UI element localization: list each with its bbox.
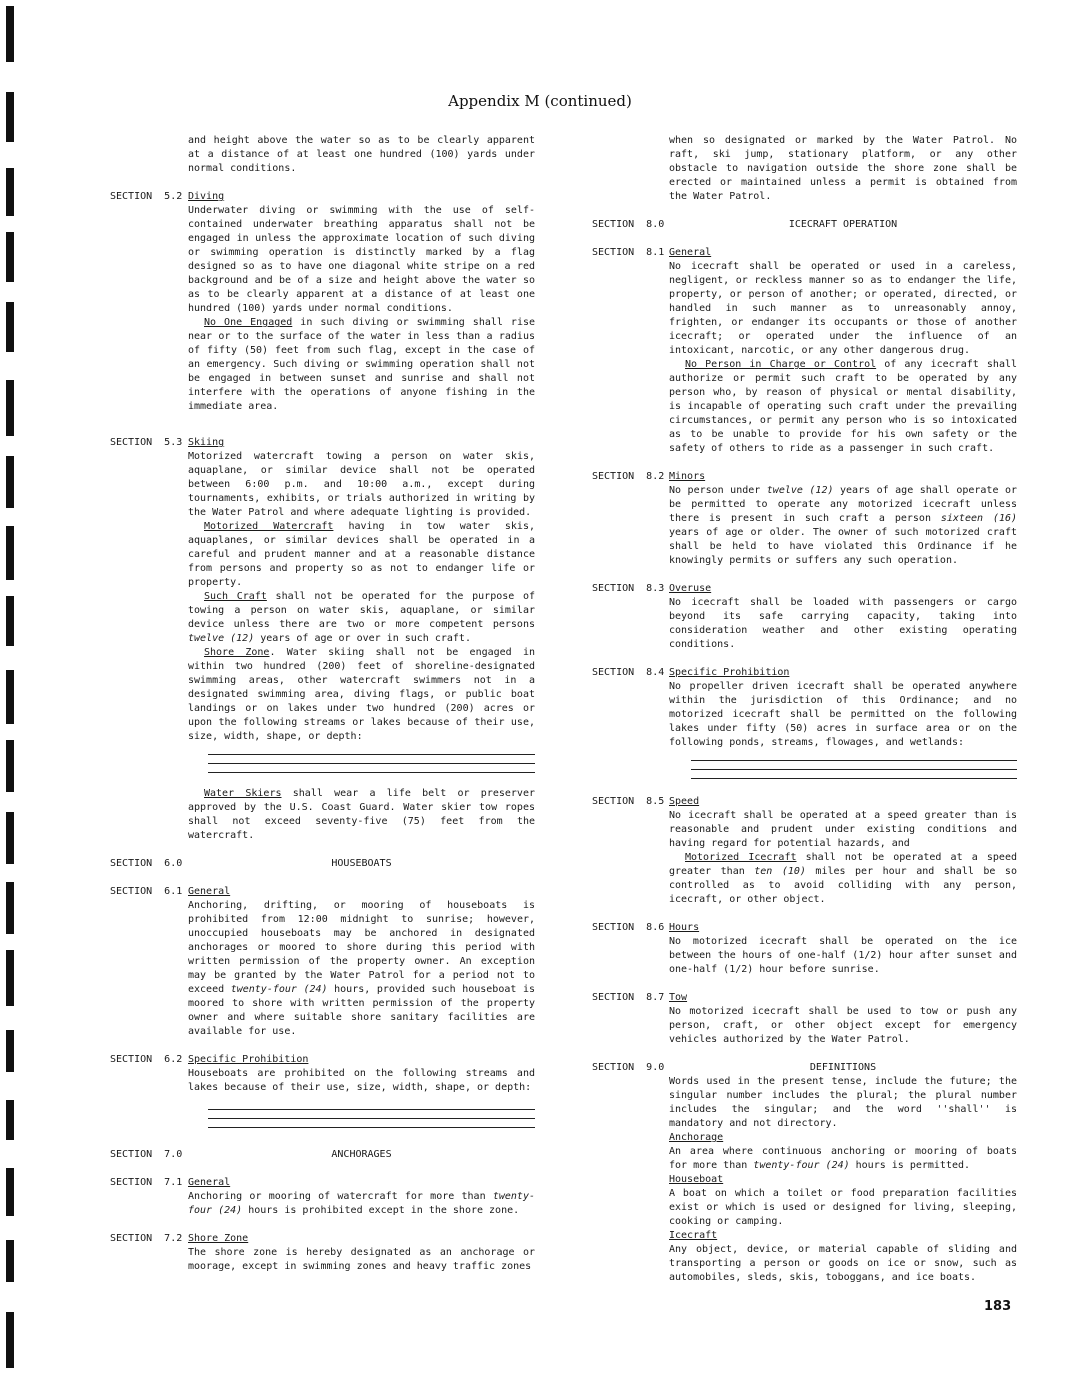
paragraph-text: Anchoring, drifting, or mooring of houseboats is prohibited from 12:00 midnight to sunrise; however, unoccupied houseboats may be anchored in designated anchorages or moored to shore during this period with written permission of the property owner. An exception may be granted by the Water Patrol for a period not to exceed [188,900,535,995]
paragraph: No icecraft shall be loaded with passengers or cargo beyond its safe carrying capacity, taking into consideration weather and other existing operating conditions. [669,597,1017,650]
definition-term: Houseboat [669,1174,724,1185]
section-8-7 [592,991,1017,1047]
paragraph-text: years of age or older. The owner of such motorized craft shall be held to have violated this Ordinance if he knowingly permits or suffers any such operation. [669,527,1017,566]
page-title: Appendix M (continued) [448,92,632,110]
section-title: HOUSEBOATS [331,858,392,869]
paragraph-text: hours, provided such houseboat is moored to shore with written permission of the property owner and where suitable shore sanitary facilities are available for use. [188,984,535,1037]
definition-term: Anchorage [669,1132,724,1143]
paragraph-text: . Water skiing shall not be engaged in within two hundred (200) feet of shoreline-designated swimming areas, other watercraft swimmers not in a designated swimming area, diving flags, or public boat landings or on lakes under two hundred (200) acres or upon the following streams or lakes because of their use, size, width, shape, or depth: [188,647,535,742]
italic-term: twenty-four (24) [230,984,328,995]
blank-line [208,1112,535,1119]
section-heading: General [188,1177,231,1188]
blank-line [208,1103,535,1110]
underlined-term: Such Craft [204,591,267,602]
section-label: SECTION 8.3 [592,583,665,594]
section-label: SECTION 8.0 [592,219,665,230]
section-6-2 [110,1053,535,1136]
section-label: SECTION 8.2 [592,471,665,482]
paragraph: Underwater diving or swimming with the use of self-contained underwater breathing apparatus shall not be engaged in unless the approximate location of such diving or swimming operation is distinctly marked by a flag designed so as to have one diagonal white stripe on a red background and be of a size and height above the water so as to be clearly apparent at a distance of at least one hundred (100) yards under normal conditions. [188,205,535,314]
paragraph-text: shall not be operated for the purpose of towing a person on water skis, aquaplane, or similar device unless there are two or more competent persons [188,591,535,630]
section-heading: Skiing [188,437,225,448]
section-7-0 [110,1148,535,1162]
italic-term: twelve (12) [766,485,834,496]
paragraph-text: having in tow water skis, aquaplanes, or similar devices shall be operated in a careful and prudent manner and at a reasonable distance from persons and property so as not to endanger life or property. [188,521,535,588]
paragraph-text: years of age or over in such craft. [254,633,471,644]
binding-bar [6,380,14,436]
binding-bar [6,302,14,352]
section-title: ANCHORAGES [331,1149,392,1160]
fill-in-lines [691,750,1017,787]
italic-term: ten (10) [754,866,806,877]
right-column [592,134,1017,1285]
binding-bar [6,1030,14,1072]
definition-text [669,1145,1017,1173]
binding-bar [6,1312,14,1368]
paragraph-text: An area where continuous anchoring or mooring of boats for more than [669,1146,1017,1171]
paragraph: The shore zone is hereby designated as an anchorage or moorage, except in swimming zones and heavy traffic zones [188,1247,535,1272]
binding-bar [6,812,14,864]
binding-bar [6,526,14,580]
section-heading: Specific Prohibition [188,1054,309,1065]
section-label: SECTION 5.3 [110,437,183,448]
paragraph-text: No person under [669,485,767,496]
section-heading: Specific Prohibition [669,667,790,678]
binding-bar [6,1100,14,1140]
binding-bar [6,1168,14,1216]
section-7-2 [110,1232,535,1274]
section-heading: Overuse [669,583,712,594]
blank-line [208,748,535,755]
section-heading: Shore Zone [188,1233,249,1244]
left-column [110,134,535,1274]
section-label: SECTION 6.2 [110,1054,183,1065]
definition-text: A boat on which a toilet or food preparation facilities exist or which is used or designed for living, sleeping, cooking or camping. [669,1188,1017,1227]
intro-paragraph [110,134,535,176]
section-label: SECTION 7.0 [110,1149,183,1160]
section-heading: Hours [669,922,700,933]
fill-in-lines [208,1095,535,1136]
paragraph-text: shall wear a life belt or preserver approved by the U.S. Coast Guard. Water skier tow ropes shall not exceed seventy-five (75) feet from the watercraft. [188,788,535,841]
underlined-term: No One Engaged [204,317,293,328]
page-number: 183 [984,1299,1012,1314]
section-heading: General [669,247,712,258]
paragraph: No icecraft shall be operated or used in a careless, negligent, or reckless manner so as to endanger the life, property, or person of another; or operated, directed, or handled in such manner as to unreasonably annoy, frighten, or endanger its occupants or those of another icecraft; or operated under the influence of an intoxicant, narcotic, or any other dangerous drug. [669,261,1017,356]
paragraph: No icecraft shall be operated at a speed greater than is reasonable and prudent under existing conditions and having regard for potential hazards, and [669,810,1017,849]
section-label: SECTION 9.0 [592,1062,665,1073]
paragraph-text: hours is prohibited except in the shore zone. [242,1205,520,1216]
paragraph [669,484,1017,568]
binding-bar [6,950,14,1006]
section-8-2 [592,470,1017,568]
binding-bar [6,6,14,62]
section-label: SECTION 5.2 [110,191,183,202]
section-label: SECTION 7.1 [110,1177,183,1188]
binding-bar [6,882,14,934]
section-heading: Tow [669,992,688,1003]
blank-line [691,763,1017,770]
binding-bar [6,168,14,216]
section-title: ICECRAFT OPERATION [788,219,898,230]
paragraph-text: hours is permitted. [849,1160,971,1171]
section-label: SECTION 8.4 [592,667,665,678]
paragraph: No motorized icecraft shall be operated on the ice between the hours of one-half (1/2) hour after sunset and one-half (1/2) hour before sunrise. [669,936,1017,975]
definition-term: Icecraft [669,1230,718,1241]
italic-term: twenty-four (24) [753,1160,850,1171]
binding-bar [6,1240,14,1282]
underlined-term: No Person in Charge or Control [685,359,877,370]
underlined-term: Shore Zone [204,647,270,658]
section-title: DEFINITIONS [809,1062,877,1073]
binding-bar [6,740,14,792]
paragraph-text: shall not be operated at a speed greater than [669,852,1017,877]
paragraph [188,787,535,843]
paragraph [188,590,535,646]
italic-term: sixteen (16) [940,513,1018,524]
paragraph [188,899,535,1039]
section-5-3 [110,436,535,843]
underlined-term: Motorized Watercraft [204,521,334,532]
section-9-0 [592,1061,1017,1285]
blank-line [691,772,1017,779]
paragraph-text: miles per hour and shall be so controlled as to avoid colliding with any person, icecraft, or other object. [669,866,1017,905]
blank-line [208,766,535,773]
binding-bar [6,596,14,646]
intro-text: when so designated or marked by the Water Patrol. No raft, ski jump, stationary platform, or any other obstacle to navigation outside the shore zone shall be erected or maintained unless a permit is obtained from the Water Patrol. [669,135,1017,202]
binding-bar [6,670,14,724]
section-label: SECTION 6.1 [110,886,183,897]
paragraph [188,520,535,590]
paragraph: Words used in the present tense, include the future; the singular number includes the plural; the plural number includes the singular; and the word ''shall'' is mandatory and not directory. [669,1076,1017,1129]
section-label: SECTION 7.2 [110,1233,183,1244]
section-6-0 [110,857,535,871]
intro-paragraph [592,134,1017,204]
section-heading: Diving [188,191,225,202]
binding-bar [6,456,14,508]
section-label: SECTION 8.5 [592,796,665,807]
section-heading: Speed [669,796,700,807]
italic-term: twenty-four (24) [188,1191,535,1216]
section-8-1 [592,246,1017,456]
paragraph [188,1190,535,1218]
blank-line [208,1121,535,1128]
section-heading: Minors [669,471,706,482]
section-6-1 [110,885,535,1039]
definition-text: Any object, device, or material capable of sliding and transporting a person or goods on ice or snow, such as automobiles, sleds, skis, toboggans, and ice boats. [669,1244,1017,1283]
paragraph: Houseboats are prohibited on the following streams and lakes because of their use, size, width, shape, or depth: [188,1068,535,1093]
section-5-2 [110,190,535,414]
paragraph [188,646,535,744]
section-label: SECTION 6.0 [110,858,183,869]
paragraph-text: of any icecraft shall authorize or permit such craft to be operated by any person who, by reason of physical or mental disability, is incapable of operating such craft under the prevailing circumstances, or permit any person who is so intoxicated as to be unable to provide for his own safety or the safety of others to ride as a passenger in such craft. [669,359,1018,454]
paragraph-text: years of age shall operate or be permitted to operate any motorized icecraft unless there is present in such craft a person [669,485,1018,524]
paragraph [669,358,1017,456]
intro-text: and height above the water so as to be clearly apparent at a distance of at least one hundred (100) yards under normal conditions. [188,135,535,174]
section-8-5 [592,795,1017,907]
section-heading: General [188,886,231,897]
paragraph [669,851,1017,907]
paragraph-text: Anchoring or mooring of watercraft for more than [188,1191,493,1202]
underlined-term: Motorized Icecraft [685,852,797,863]
binding-bar [6,232,14,282]
section-label: SECTION 8.7 [592,992,665,1003]
section-7-1 [110,1176,535,1218]
section-label: SECTION 8.6 [592,922,665,933]
paragraph-text: in such diving or swimming shall rise near or to the surface of the water in less than a radius of fifty (50) feet from such flag, except in the case of an emergency. Such diving or swimming operation shall not be engaged in between sunset and sunrise and shall not interfere with the operations of anyone fishing in the immediate area. [188,317,535,412]
italic-term: twelve (12) [188,633,255,644]
underlined-term: Water Skiers [204,788,282,799]
section-8-6 [592,921,1017,977]
paragraph: Motorized watercraft towing a person on water skis, aquaplane, or similar device shall not be operated between 6:00 p.m. and 10:00 a.m., except during tournaments, exhibits, or trials authorized in writing by the Water Patrol and where adequate lighting is provided. [188,451,535,518]
paragraph: No motorized icecraft shall be used to tow or push any person, craft, or other object except for emergency vehicles authorized by the Water Patrol. [669,1006,1017,1045]
blank-line [208,757,535,764]
section-8-0 [592,218,1017,232]
section-8-4 [592,666,1017,787]
paragraph [188,316,535,414]
blank-line [691,754,1017,761]
section-label: SECTION 8.1 [592,247,665,258]
paragraph: No propeller driven icecraft shall be operated anywhere within the jurisdiction of this Ordinance; and no motorized icecraft shall be permitted on the following lakes under fifty (50) acres in surface area or on the following ponds, streams, flowages, and wetlands: [669,681,1017,748]
fill-in-lines [208,744,535,781]
section-8-3 [592,582,1017,652]
